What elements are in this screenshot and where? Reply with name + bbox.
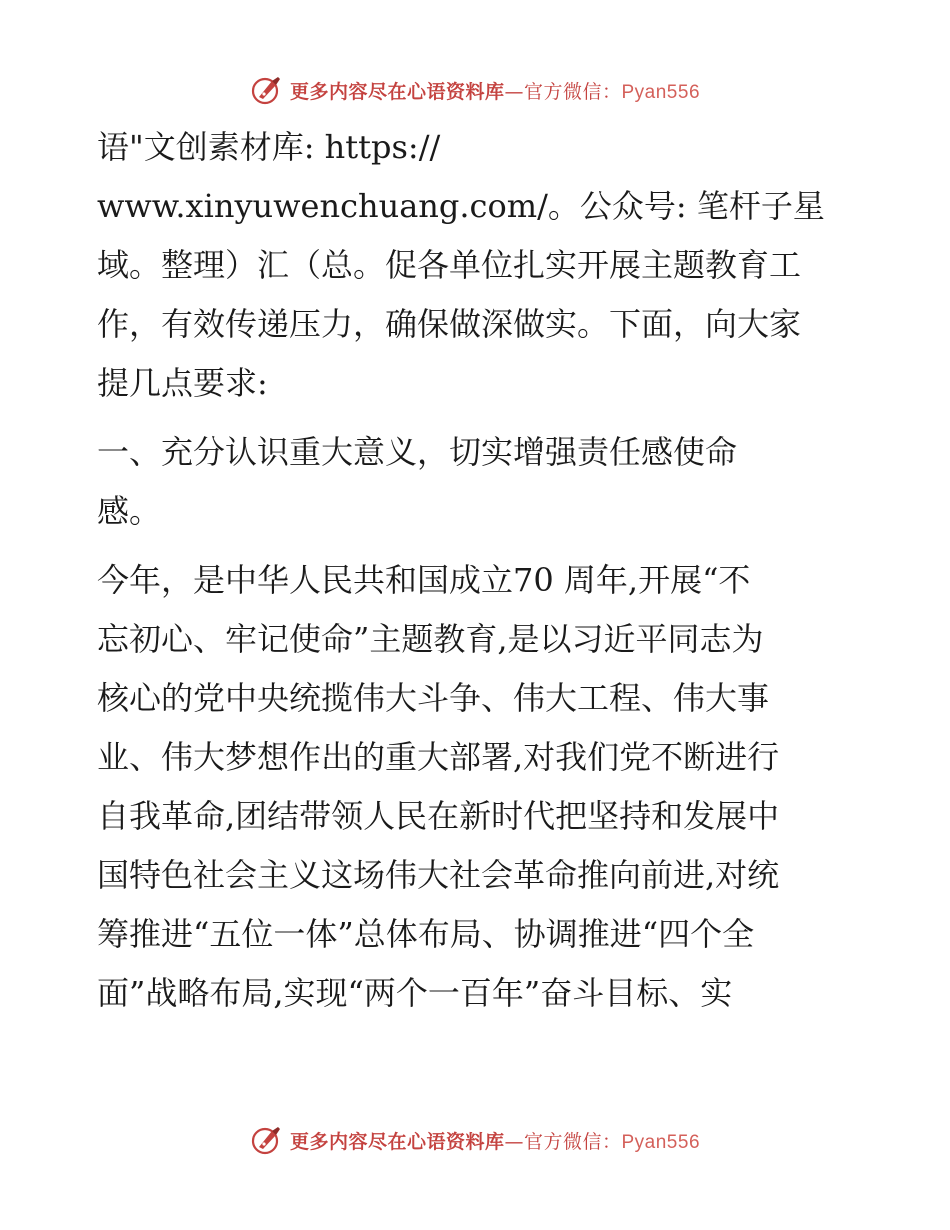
text-line-content: 业、伟大梦想作出的重大部署,对我们党不断进行 xyxy=(97,738,780,776)
header-banner-text xyxy=(290,77,700,104)
text-line xyxy=(97,295,857,354)
text-line-content: 面”战略布局,实现“两个一百年”奋斗目标、实 xyxy=(97,974,733,1012)
text-line xyxy=(97,964,857,1023)
text-line-content: 国特色社会主义这场伟大社会革命推向前进,对统 xyxy=(97,856,780,894)
text-line xyxy=(97,482,857,541)
text-line-content: 语"文创素材库: https:// xyxy=(97,128,441,166)
text-line xyxy=(97,177,857,236)
text-line xyxy=(97,118,857,177)
footer-banner-inner xyxy=(250,1123,700,1157)
text-line xyxy=(97,846,857,905)
text-line xyxy=(97,669,857,728)
text-line xyxy=(97,728,857,787)
banner-wechat-handle: Pyan556 xyxy=(621,1131,701,1153)
text-line xyxy=(97,354,857,413)
text-line-content: 自我革命,团结带领人民在新时代把坚持和发展中 xyxy=(97,797,780,835)
pen-nib-logo-icon xyxy=(250,73,284,107)
text-line xyxy=(97,551,857,610)
text-line-content: 核心的党中央统揽伟大斗争、伟大工程、伟大事 xyxy=(97,679,770,717)
text-line-content: 提几点要求: xyxy=(97,364,268,402)
banner-wechat-handle: Pyan556 xyxy=(621,81,701,103)
text-line xyxy=(97,610,857,669)
section-heading-1 xyxy=(97,423,857,541)
text-line-content: 域。整理）汇（总。促各单位扎实开展主题教育工 xyxy=(97,246,802,284)
header-banner xyxy=(0,70,950,110)
text-line-content: www.xinyuwenchuang.com/。公众号: 笔杆子星 xyxy=(97,187,825,225)
text-line-content: 作，有效传递压力，确保做深做实。下面，向大家 xyxy=(97,305,802,343)
banner-separator: — xyxy=(504,80,524,103)
banner-wechat-label: 官方微信： xyxy=(523,1130,622,1153)
banner-title: 更多内容尽在心语资料库 xyxy=(289,1130,505,1153)
text-line xyxy=(97,423,857,482)
text-line-content: 一、充分认识重大意义，切实增强责任感使命 xyxy=(97,433,738,471)
text-line xyxy=(97,236,857,295)
document-body xyxy=(97,118,857,1023)
footer-banner-text xyxy=(290,1127,700,1154)
pen-nib-logo-icon xyxy=(250,1123,284,1157)
paragraph-gap xyxy=(97,541,857,551)
paragraph-body xyxy=(97,551,857,1023)
text-line-content: 感。 xyxy=(97,492,162,530)
banner-title: 更多内容尽在心语资料库 xyxy=(289,80,505,103)
text-line xyxy=(97,787,857,846)
paragraph-intro xyxy=(97,118,857,413)
paragraph-gap xyxy=(97,413,857,423)
header-banner-inner xyxy=(250,73,700,107)
banner-wechat-label: 官方微信： xyxy=(523,80,622,103)
banner-separator: — xyxy=(504,1130,524,1153)
text-line-content: 忘初心、牢记使命”主题教育,是以习近平同志为 xyxy=(97,620,764,658)
text-line-content: 今年，是中华人民共和国成立70 周年,开展“不 xyxy=(97,561,751,599)
text-line-content: 筹推进“五位一体”总体布局、协调推进“四个全 xyxy=(97,915,755,953)
footer-banner xyxy=(0,1120,950,1160)
text-line xyxy=(97,905,857,964)
